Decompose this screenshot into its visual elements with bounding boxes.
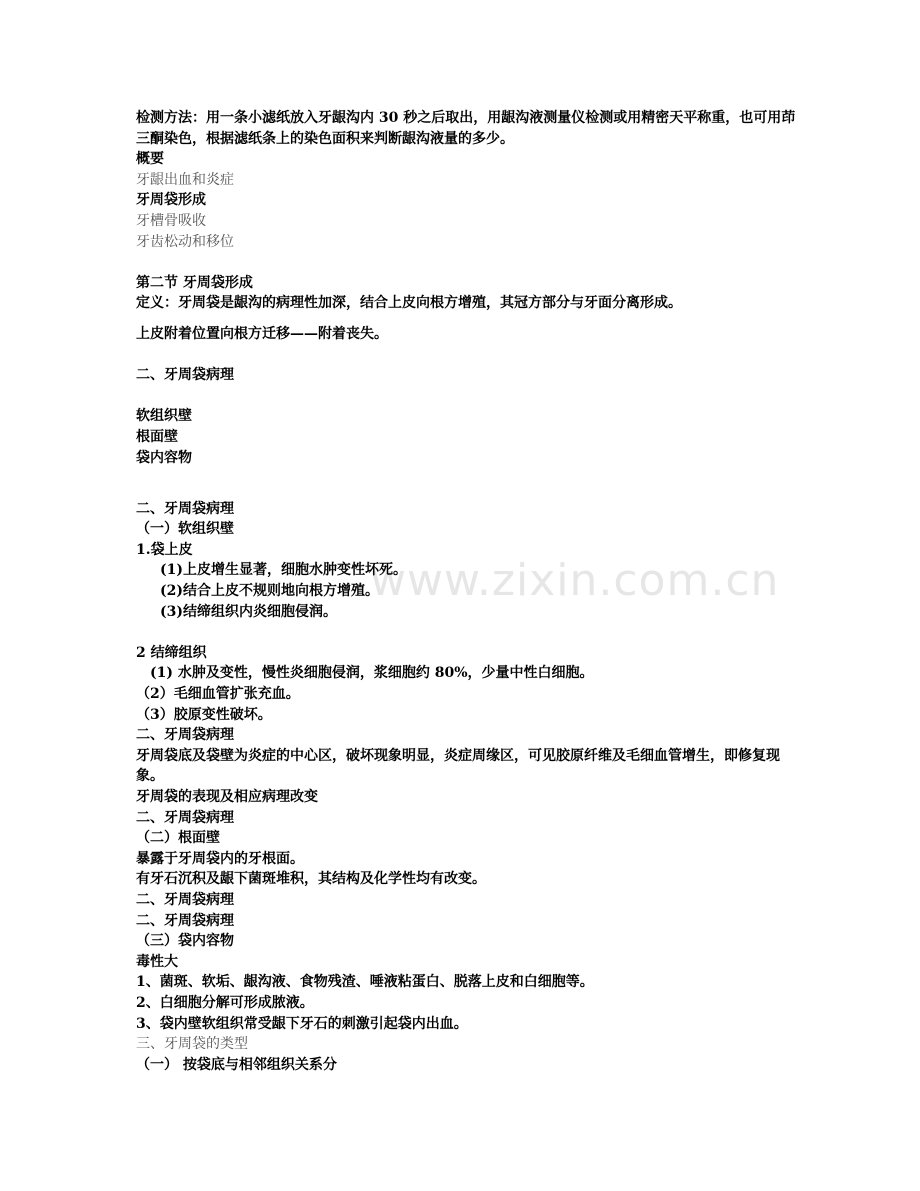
item-heading: 2 结缔组织 [136, 644, 207, 661]
item-heading: 1.袋上皮 [136, 541, 193, 558]
paragraph: 牙周袋的表现及相应病理改变 [136, 789, 318, 805]
list-item: (1)上皮增生显著，细胞水肿变性坏死。 [160, 562, 407, 579]
list-item: 牙龈出血和炎症 [136, 171, 234, 188]
list-item: 牙齿松动和移位 [136, 233, 234, 250]
list-item: (1) 水肿及变性，慢性炎细胞侵润，浆细胞约 80%，少量中性白细胞。 [150, 665, 594, 682]
list-item: 1、菌斑、软垢、龈沟液、食物残渣、唾液粘蛋白、脱落上皮和白细胞等。 [136, 974, 594, 991]
paragraph: 上皮附着位置向根方迁移——附着丧失。 [136, 325, 388, 342]
item-heading: 毒性大 [136, 953, 178, 970]
list-item: （3）胶原变性破坏。 [136, 706, 272, 723]
section-title: 第二节 牙周袋形成 [136, 274, 253, 291]
list-item: 3、袋内壁软组织常受龈下牙石的刺激引起袋内出血。 [136, 1015, 468, 1032]
subheading: （一）软组织壁 [136, 521, 234, 538]
subheading: （三）袋内容物 [136, 933, 234, 950]
paragraph: 暴露于牙周袋内的牙根面。 [136, 850, 304, 867]
heading-overview: 概要 [136, 151, 164, 168]
list-item: 袋内容物 [136, 449, 192, 466]
subheading: （一） 按袋底与相邻组织关系分 [136, 1056, 337, 1073]
list-item: 软组织壁 [136, 408, 192, 425]
paragraph: 有牙石沉积及龈下菌斑堆积，其结构及化学性均有改变。 [136, 871, 486, 888]
paragraph-detection-method: 检测方法：用一条小滤纸放入牙龈沟内 30 秒之后取出，用龈沟液测量仪检测或用精密天平称重，也可用茚三酮染色，根据滤纸条上的染色面积来判断龈沟液量的多少。 [136, 110, 796, 147]
subsection-heading: 二、牙周袋病理 [136, 367, 234, 384]
list-item: （2）毛细血管扩张充血。 [136, 686, 300, 703]
list-item: 2、白细胞分解可形成脓液。 [136, 994, 314, 1011]
document-body [136, 108, 796, 1075]
watermark: www.zixin.com.cn [370, 555, 780, 606]
subsection-heading: 二、牙周袋病理 [136, 912, 234, 929]
list-item: (2)结合上皮不规则地向根方增殖。 [160, 583, 379, 600]
subheading: （二）根面壁 [136, 830, 220, 847]
definition: 定义：牙周袋是龈沟的病理性加深，结合上皮向根方增殖，其冠方部分与牙面分离形成。 [136, 295, 682, 312]
subsection-heading: 二、牙周袋病理 [136, 727, 234, 744]
list-item: 牙槽骨吸收 [136, 212, 206, 229]
subsection-heading: 二、牙周袋病理 [136, 500, 234, 517]
paragraph: 牙周袋底及袋壁为炎症的中心区，破坏现象明显，炎症周缘区，可见胶原纤维及毛细血管增生，即修复现象。 [136, 747, 780, 785]
subsection-heading: 二、牙周袋病理 [136, 809, 234, 826]
list-item: (3)结缔组织内炎细胞侵润。 [160, 603, 337, 620]
section-heading: 三、牙周袋的类型 [136, 1036, 248, 1053]
subsection-heading: 二、牙周袋病理 [136, 891, 234, 908]
list-item: 根面壁 [136, 428, 178, 445]
list-item: 牙周袋形成 [136, 192, 206, 209]
